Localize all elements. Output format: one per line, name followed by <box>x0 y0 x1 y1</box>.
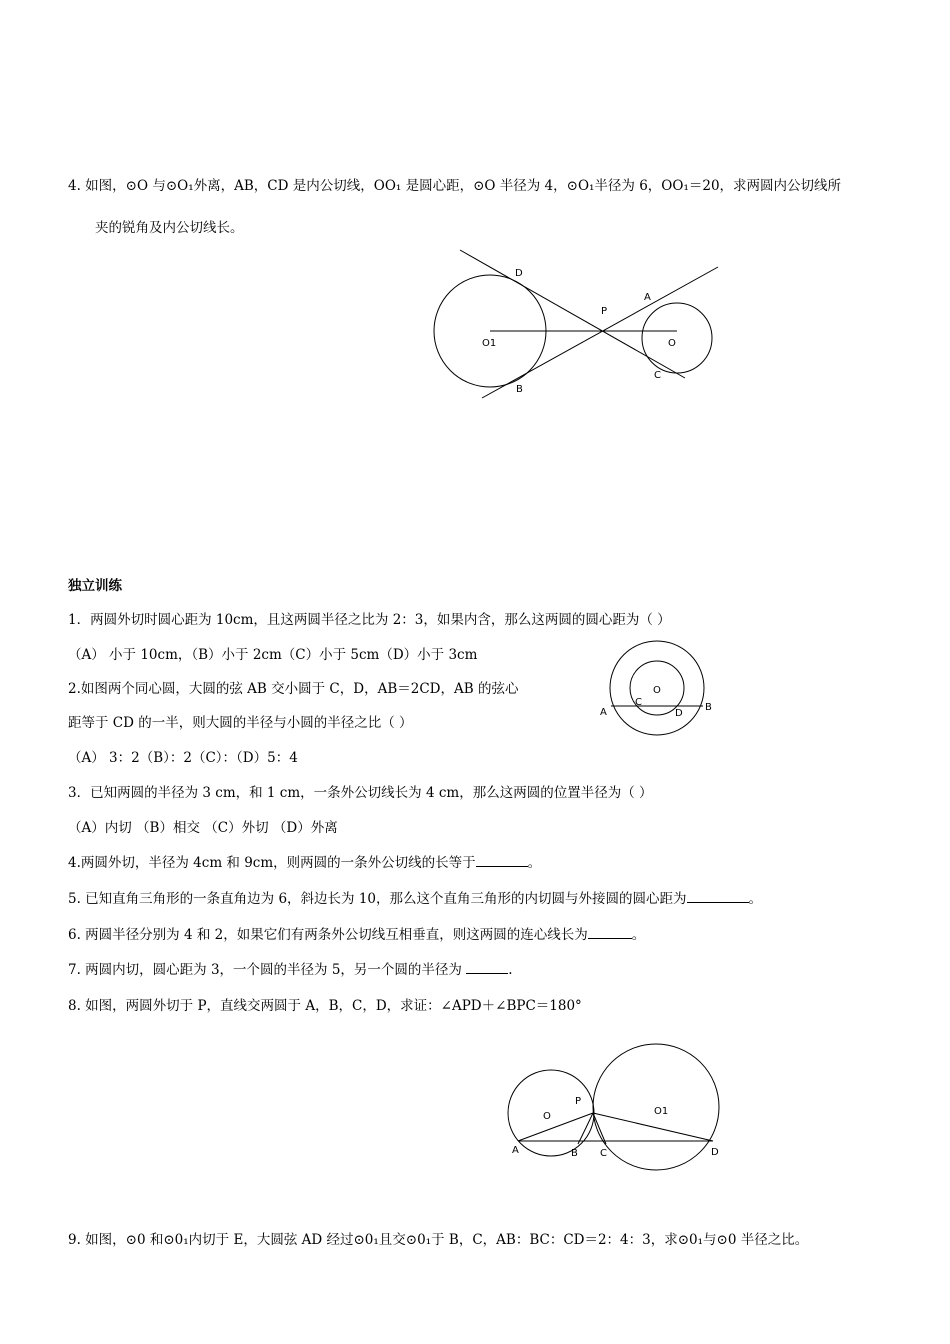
label-p: P <box>601 306 608 317</box>
question-3-options: （A）内切 （B）相交 （C）外切 （D）外离 <box>68 820 338 836</box>
figure-tangent-circles <box>500 1040 740 1170</box>
question-1: 1．两圆外切时圆心距为 10cm，且这两圆半径之比为 2：3，如果内含，那么这两圆的圆心距为（ ） <box>68 612 671 628</box>
question-6-text: 6. 两圆半径分别为 4 和 2，如果它们有两条外公切线互相垂直，则这两圆的连心线长为 <box>68 927 588 943</box>
circle-o <box>642 303 712 373</box>
question-2-line-2: 距等于 CD 的一半，则大圆的半径与小圆的半径之比（ ） <box>68 715 413 731</box>
label-o: O <box>543 1111 551 1122</box>
question-2-line-1: 2.如图两个同心圆，大圆的弦 AB 交小圆于 C，D，AB＝2CD，AB 的弦心 <box>68 681 519 697</box>
question-5 <box>68 890 762 908</box>
label-d: D <box>515 268 523 279</box>
label-a: A <box>600 707 607 718</box>
label-c: C <box>635 697 642 708</box>
label-a: A <box>512 1145 519 1156</box>
label-o: O <box>653 685 661 696</box>
label-p: P <box>575 1096 582 1107</box>
question-5-text: 5. 已知直角三角形的一条直角边为 6，斜边长为 10，那么这个直角三角形的内切圆与外接圆的圆心距为 <box>68 891 687 907</box>
segment-pc <box>593 1113 606 1144</box>
question-8: 8. 如图，两圆外切于 P，直线交两圆于 A，B，C，D，求证：∠APD＋∠BPC＝180° <box>68 998 582 1014</box>
question-6-end: 。 <box>631 927 646 943</box>
question-4b <box>68 854 541 872</box>
question-6 <box>68 926 645 944</box>
question-1-options: （A） 小于 10cm，（B）小于 2cm（C）小于 5cm（D）小于 3cm <box>68 647 478 663</box>
label-o: O <box>668 338 676 349</box>
question-5-end: 。 <box>748 891 763 907</box>
section-title: 独立训练 <box>68 578 122 594</box>
answer-blank[interactable] <box>476 854 528 867</box>
label-c: C <box>600 1148 607 1159</box>
question-3: 3．已知两圆的半径为 3 cm，和 1 cm，一条外公切线长为 4 cm，那么这两圆的位置半径为（ ） <box>68 785 653 801</box>
question-4-line-1: 4. 如图，⊙O 与⊙O₁外离，AB，CD 是内公切线，OO₁ 是圆心距，⊙O 半径为 4，⊙O₁半径为 6，OO₁＝20，求两圆内公切线所 <box>68 178 842 194</box>
label-b: B <box>705 702 712 713</box>
label-b: B <box>571 1148 578 1159</box>
segment-pd <box>593 1113 713 1141</box>
question-4-line-2: 夹的锐角及内公切线长。 <box>95 220 244 236</box>
question-7-end: . <box>508 962 513 978</box>
answer-blank[interactable] <box>687 890 749 903</box>
label-d: D <box>711 1147 719 1158</box>
label-c: C <box>654 370 661 381</box>
question-7-text: 7. 两圆内切，圆心距为 3，一个圆的半径为 5，另一个圆的半径为 <box>68 962 467 978</box>
answer-blank[interactable] <box>466 961 508 974</box>
question-7 <box>68 961 513 979</box>
label-d: D <box>675 708 683 719</box>
question-4b-end: 。 <box>527 855 542 871</box>
label-o1: O1 <box>482 338 497 349</box>
figure-concentric-circles <box>595 640 720 740</box>
left-circle <box>508 1070 594 1156</box>
label-b: B <box>516 384 523 395</box>
label-o1: O1 <box>654 1106 669 1117</box>
label-a: A <box>644 292 651 303</box>
question-4b-text: 4.两圆外切，半径为 4cm 和 9cm，则两圆的一条外公切线的长等于 <box>68 855 476 871</box>
tangent-ab <box>482 267 718 398</box>
answer-blank[interactable] <box>588 926 632 939</box>
question-2-options: （A） 3：2（B）：2（C）：（D）5：4 <box>68 750 298 766</box>
question-9: 9. 如图，⊙0 和⊙0₁内切于 E，大圆弦 AD 经过⊙0₁且交⊙0₁于 B，C，AB：BC：CD＝2：4：3，求⊙0₁与⊙0 半径之比。 <box>68 1232 809 1248</box>
figure-internal-tangents <box>420 240 740 410</box>
